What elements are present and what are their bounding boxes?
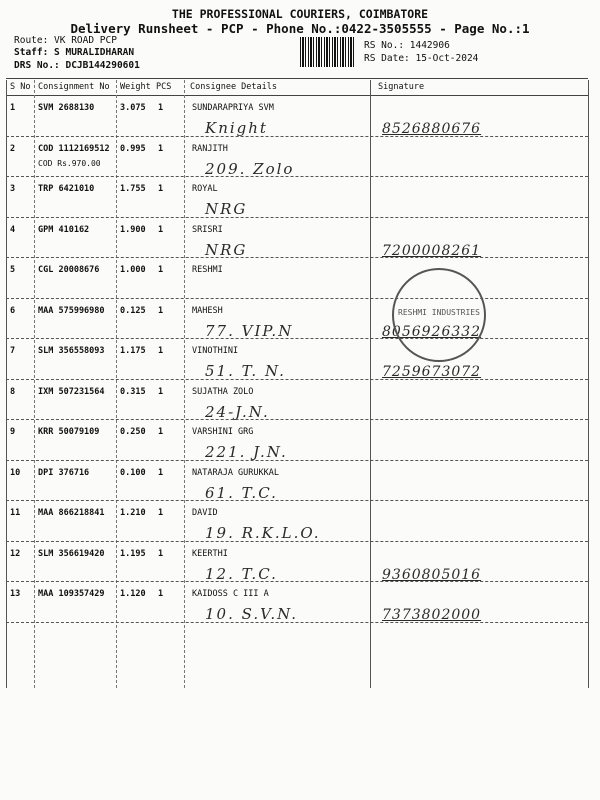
- consignment-number: GPM 410162: [38, 224, 90, 235]
- weight-value: 1.195: [120, 548, 146, 559]
- serial-number: 3: [10, 184, 16, 194]
- weight-value: 1.900: [120, 224, 146, 235]
- weight-value: 1.120: [120, 589, 146, 599]
- consignee-name: DAVID: [192, 508, 218, 518]
- consignment-number: TRP 6421010: [38, 184, 95, 194]
- consignment-number: KRR 50079109: [38, 427, 100, 437]
- column-header: PCS: [156, 82, 172, 92]
- table-row: [0, 542, 600, 583]
- handwritten-address: 24-J.N.: [205, 402, 270, 421]
- cod-amount: COD Rs.970.00: [38, 158, 101, 168]
- consignment-number: SLM 356619420: [38, 548, 105, 559]
- barcode: [300, 37, 356, 67]
- handwritten-address: NRG: [205, 200, 248, 218]
- pieces-count: 1: [158, 386, 164, 397]
- serial-number: 2: [10, 143, 16, 154]
- weight-value: 3.075: [120, 103, 146, 113]
- pieces-count: 1: [158, 427, 164, 437]
- handwritten-phone: 7200008261: [382, 242, 482, 259]
- pieces-count: 1: [158, 467, 164, 478]
- weight-value: 1.210: [120, 508, 146, 518]
- table-row: [0, 96, 600, 137]
- table-row: [0, 501, 600, 542]
- company-stamp: [392, 268, 486, 362]
- weight-value: 0.995: [120, 143, 146, 154]
- table-row: [0, 299, 600, 340]
- pieces-count: 1: [158, 589, 164, 599]
- handwritten-address: Knight: [205, 119, 268, 137]
- pieces-count: 1: [158, 224, 164, 235]
- consignee-name: SUNDARAPRIYA SVM: [192, 103, 274, 113]
- drs-number: DRS No.: DCJB144290601: [14, 60, 140, 71]
- serial-number: 7: [10, 346, 16, 356]
- pieces-count: 1: [158, 508, 164, 518]
- table-row: [0, 380, 600, 421]
- pieces-count: 1: [158, 548, 164, 559]
- consignee-name: VINOTHINI: [192, 346, 239, 356]
- column-header: S No: [10, 82, 31, 92]
- consignee-name: RESHMI: [192, 265, 223, 275]
- table-row: [0, 177, 600, 218]
- serial-number: 5: [10, 265, 16, 275]
- route-label: Route: VK ROAD PCP: [14, 35, 117, 46]
- pieces-count: 1: [158, 103, 164, 113]
- serial-number: 10: [10, 467, 21, 478]
- table-row: [0, 258, 600, 299]
- handwritten-address: 77. VIP.N: [205, 321, 294, 340]
- table-row: [0, 137, 600, 178]
- rs-number: RS No.: 1442906: [364, 40, 450, 51]
- serial-number: 12: [10, 548, 21, 559]
- consignee-name: SUJATHA ZOLO: [192, 386, 254, 397]
- table-row: [0, 582, 600, 623]
- consignment-number: MAA 575996980: [38, 305, 105, 316]
- consignee-name: MAHESH: [192, 305, 223, 316]
- handwritten-address: 61. T.C.: [205, 483, 278, 502]
- serial-number: 11: [10, 508, 21, 518]
- pieces-count: 1: [158, 265, 164, 275]
- handwritten-address: 19. R.K.L.O.: [205, 524, 321, 542]
- handwritten-address: 12. T.C.: [205, 564, 278, 583]
- weight-value: 1.175: [120, 346, 146, 356]
- weight-value: 0.250: [120, 427, 146, 437]
- pieces-count: 1: [158, 184, 164, 194]
- serial-number: 4: [10, 224, 16, 235]
- handwritten-address: 221. J.N.: [205, 443, 288, 461]
- handwritten-phone: 8056926332: [382, 323, 482, 340]
- serial-number: 8: [10, 386, 16, 397]
- column-header: Consignment No: [38, 82, 110, 92]
- consignment-number: SVM 2688130: [38, 103, 95, 113]
- column-header: Weight: [120, 82, 151, 92]
- company-title: THE PROFESSIONAL COURIERS, COIMBATORE: [171, 7, 429, 21]
- handwritten-phone: 8526880676: [382, 121, 482, 137]
- serial-number: 13: [10, 589, 21, 599]
- stamp-text: RESHMI INDUSTRIES: [398, 308, 480, 317]
- handwritten-phone: 7259673072: [382, 364, 482, 380]
- weight-value: 1.000: [120, 265, 146, 275]
- serial-number: 1: [10, 103, 16, 113]
- staff-label: Staff: S MURALIDHARAN: [14, 47, 135, 58]
- table-row: [0, 339, 600, 380]
- weight-value: 0.315: [120, 386, 146, 397]
- table-row: [0, 420, 600, 461]
- consignment-number: COD 1112169512: [38, 143, 110, 154]
- pieces-count: 1: [158, 305, 164, 316]
- consignment-number: IXM 507231564: [38, 386, 105, 397]
- handwritten-address: 10. S.V.N.: [205, 605, 299, 623]
- serial-number: 6: [10, 305, 16, 316]
- runsheet-title: Delivery Runsheet - PCP - Phone No.:0422-3505555 - Page No.:1: [70, 21, 530, 36]
- handwritten-phone: 7373802000: [382, 607, 482, 623]
- handwritten-address: NRG: [205, 240, 248, 259]
- consignee-name: KAIDOSS C III A: [192, 589, 269, 599]
- consignee-name: SRISRI: [192, 224, 223, 235]
- weight-value: 0.100: [120, 467, 146, 478]
- consignee-name: VARSHINI GRG: [192, 427, 254, 437]
- weight-value: 1.755: [120, 184, 146, 194]
- table-top-border: [6, 78, 588, 79]
- rs-date: RS Date: 15-Oct-2024: [364, 53, 479, 64]
- table-row: [0, 218, 600, 259]
- consignee-name: ROYAL: [192, 184, 218, 194]
- consignee-name: KEERTHI: [192, 548, 228, 559]
- consignment-number: DPI 376716: [38, 467, 90, 478]
- row-separator: [6, 622, 588, 623]
- consignment-number: CGL 20008676: [38, 265, 100, 275]
- serial-number: 9: [10, 427, 16, 437]
- pieces-count: 1: [158, 346, 164, 356]
- consignment-number: MAA 866218841: [38, 508, 105, 518]
- handwritten-phone: 9360805016: [382, 566, 482, 583]
- column-header: Signature: [378, 82, 425, 92]
- weight-value: 0.125: [120, 305, 146, 316]
- consignment-number: SLM 356558093: [38, 346, 105, 356]
- consignee-name: RANJITH: [192, 143, 228, 154]
- handwritten-address: 51. T. N.: [205, 362, 286, 380]
- consignee-name: NATARAJA GURUKKAL: [192, 467, 279, 478]
- column-header: Consignee Details: [190, 82, 277, 92]
- pieces-count: 1: [158, 143, 164, 154]
- table-row: [0, 461, 600, 502]
- consignment-number: MAA 109357429: [38, 589, 105, 599]
- handwritten-address: 209. Zolo: [205, 159, 295, 178]
